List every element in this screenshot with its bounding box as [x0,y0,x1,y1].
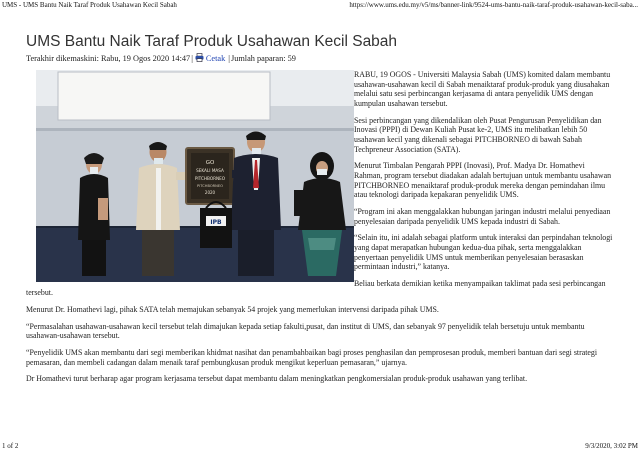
paragraph: “Selain itu, ini adalah sebagai platform untuk interaksi dan perpindahan teknologi yang dapat merapatkan hubungan kedua-dua pihak, serta menggalakkan penyertaan penyelidik UMS untuk memberikan penyelesaian berasaskan permintaan industri,” katanya. [354,233,613,272]
print-header [0,0,640,10]
photo-spacer [26,70,354,283]
bag-logo-text: IPB [210,219,222,226]
article-title: UMS Bantu Naik Taraf Produk Usahawan Kecil Sabah [26,33,398,50]
article-meta: Terakhir dikemaskini: Rabu, 19 Ogos 2020 14:47| Cetak |Jumlah paparan: 59 [26,54,296,63]
paragraph: RABU, 19 OGOS - Universiti Malaysia Sabah (UMS) komited dalam membantu usahawan-usahawan kecil di Sabah menaiktaraf produk-produk yang diusahakan melalui satu sesi perbincangan kerjasama di antara penyelidik UMS dengan kumpulan usahawan tersebut. [354,70,611,108]
paragraph: “Program ini akan menggalakkan hubungan jaringan industri melalui penyediaan penyelesaian daripada penyelidik UMS kepada industri di Sabah. [354,206,611,226]
plaque-line: PITCHBORNEO [197,184,223,188]
last-updated: Terakhir dikemaskini: Rabu, 19 Ogos 2020 14:47 [26,54,191,63]
plaque-line: GO [205,160,215,166]
paragraph: Sesi perbincangan yang dikendalikan oleh Pusat Pengurusan Penyelidikan dan Inovasi (PPPI) di Dewan Kuliah Pusat ke-2, UMS itu melibatkan lebih 50 usahawan kecil yang dikenali sebagai PITCHBORNEO di bawah Sabah Techpreneur Association (SATA). [354,115,602,154]
paragraph: Dr Homathevi turut berharap agar program kerjasama tersebut dapat membantu dalam meningkatkan pengkomersialan produk-produk usahawan yang terlibat. [26,374,528,384]
print-link[interactable]: Cetak [205,54,226,63]
print-header-url: https://www.ums.edu.my/v5/ms/banner-link/9524-ums-bantu-naik-taraf-produk-usahawan-kecil-saba... [349,1,638,9]
plaque-line: SEKALI MASA [196,168,224,173]
paragraph: Menurut Dr. Homathevi lagi, pihak SATA telah memajukan sebanyak 54 projek yang memerlukan intervensi daripada pihak UMS. [26,305,439,315]
plaque-line: PITCHBORNEO [194,176,226,181]
print-footer [0,441,640,451]
paragraph: “Permasalahan usahawan-usahawan kecil tersebut telah dimajukan kepada setiap fakulti,pusat, dan institut di UMS, dan sebanyak 97 penyelidik telah bersetuju untuk membantu usahawan-usahawan tersebut. [26,321,585,341]
print-datetime: 9/3/2020, 3:02 PM [585,442,638,450]
plaque-line: 2020 [204,190,216,195]
view-count: Jumlah paparan: 59 [230,54,296,63]
paragraph: “Penyelidik UMS akan membantu dari segi memberikan khidmat nasihat dan penambahbaikan bagi proses penghasilan dan pemprosesan produk, memberi bantuan dari segi strategi pemasaran, dan membeli cadangan dalam menaik taraf pembungkusan produk mengikut keperluan pemasaran,” ujarnya. [26,348,598,367]
print-header-title: UMS - UMS Bantu Naik Taraf Produk Usahawan Kecil Sabah [2,1,177,9]
article-body [26,70,615,391]
paragraph: Beliau berkata demikian ketika menyampaikan taklimat pada sesi perbincangan tersebut. [26,278,606,298]
page-number: 1 of 2 [2,442,19,450]
printer-icon[interactable] [195,53,204,62]
paragraph: Menurut Timbalan Pengarah PPPI (Inovasi), Prof. Madya Dr. Homathevi Rahman, program tersebut diadakan adalah bertujuan untuk membantu usahawan PITCHBORNEO menaiktaraf produk-produk mereka dengan pemindahan ilmu atau teknologi daripada kepakaran penyelidik UMS. [354,161,612,200]
